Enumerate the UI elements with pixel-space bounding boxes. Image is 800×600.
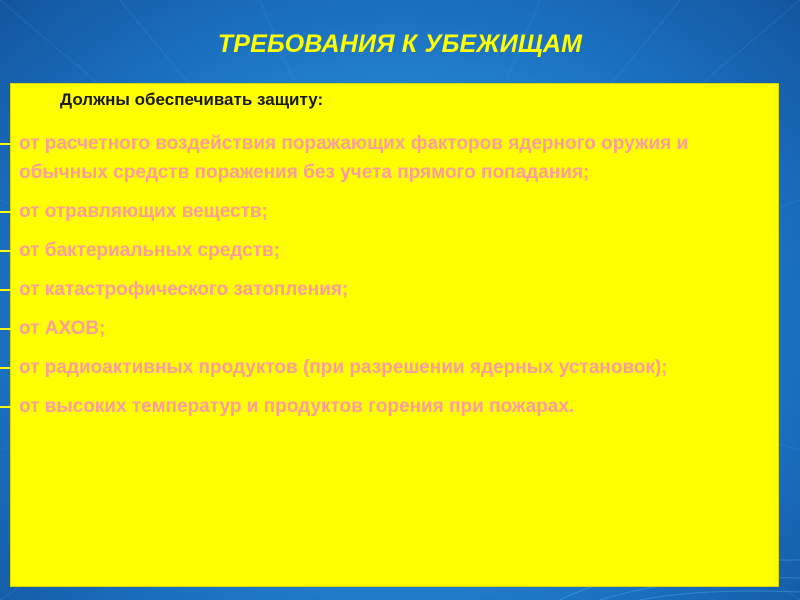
bullet-dash-icon (0, 143, 11, 145)
slide-subtitle: Должны обеспечивать защиту: (60, 90, 324, 109)
list-item-text: от расчетного воздействия поражающих факторов ядерного оружия и обычных средств поражения без учета прямого попадания; (19, 133, 689, 183)
slide-title: ТРЕБОВАНИЯ К УБЕЖИЩАМ (217, 30, 583, 58)
list-item-text: от отравляющих веществ; (19, 201, 268, 222)
list-item (19, 314, 779, 343)
list-item (19, 275, 779, 304)
bullet-dash-icon (0, 367, 11, 369)
list-item-text: от бактериальных средств; (19, 240, 280, 261)
bullet-dash-icon (0, 289, 11, 291)
list-item-text: от АХОВ; (19, 318, 106, 339)
list-item (19, 353, 779, 382)
bullet-dash-icon (0, 328, 11, 330)
list-item (19, 236, 779, 265)
list-item (19, 392, 779, 421)
list-item-text: от высоких температур и продуктов горения при пожарах. (19, 396, 575, 417)
bullet-dash-icon (0, 211, 11, 213)
bullet-dash-icon (0, 406, 11, 408)
requirements-list (19, 129, 779, 431)
list-item-text: от радиоактивных продуктов (при разрешении ядерных установок); (19, 357, 668, 378)
bullet-dash-icon (0, 250, 11, 252)
list-item (19, 129, 779, 187)
list-item-text: от катастрофического затопления; (19, 279, 349, 300)
list-item (19, 197, 779, 226)
